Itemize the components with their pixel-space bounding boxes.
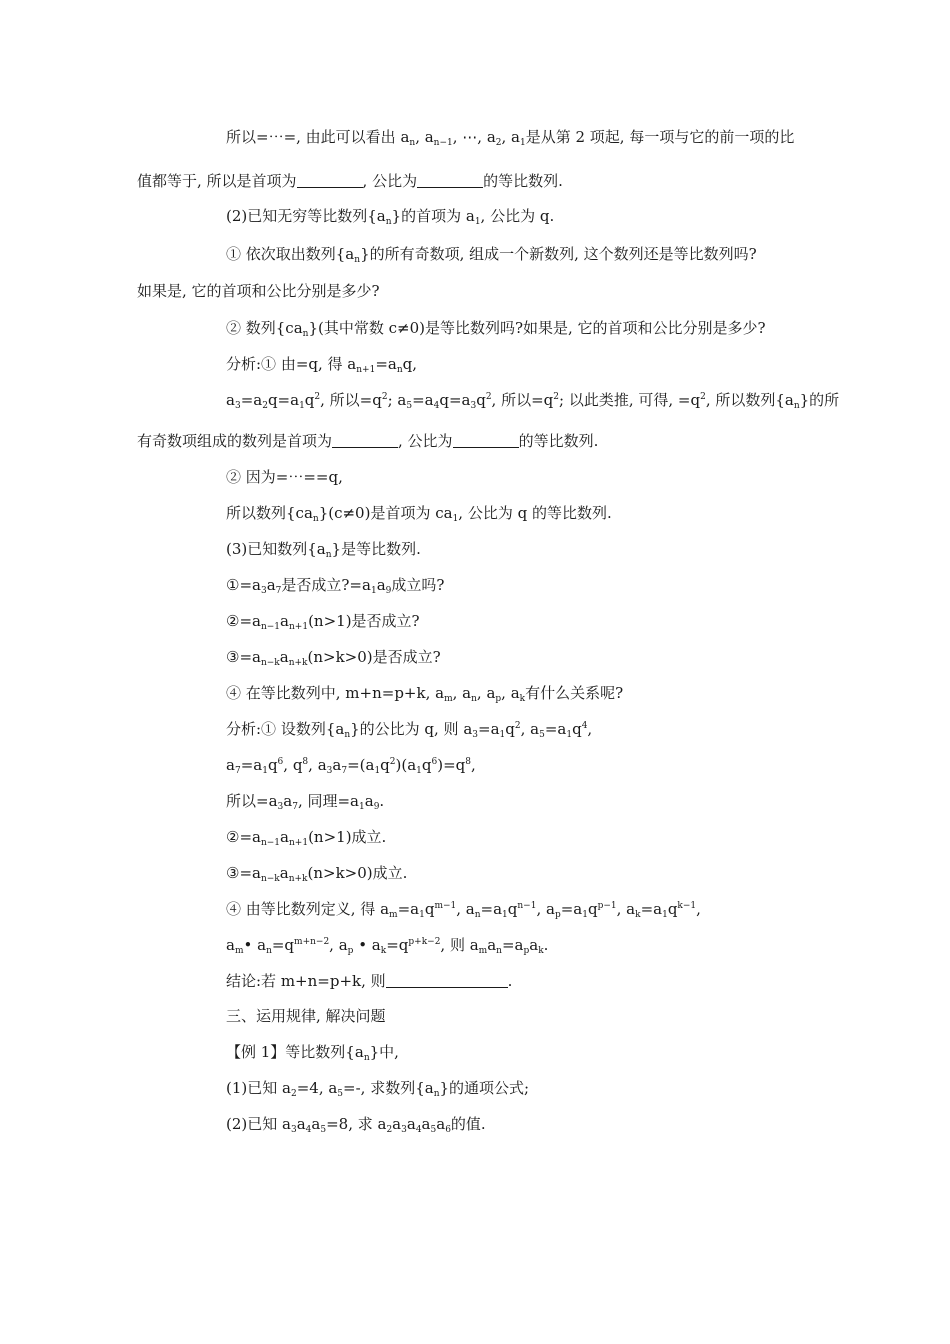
answer-blank[interactable] bbox=[332, 433, 398, 448]
text-line: $③=a_{n-k}a_{n+k}(n>k>0)$是否成立? bbox=[226, 648, 441, 668]
text-line: ② 数列$\{ca_n\}$(其中常数 c≠0)是等比数列吗?如果是, 它的首项和公比分别是多少? bbox=[226, 319, 766, 339]
answer-blank[interactable] bbox=[453, 433, 519, 448]
text-line: $②=a_{n-1}a_{n+1}(n>1)$成立. bbox=[226, 828, 387, 848]
section-heading: 三、运用规律, 解决问题 bbox=[226, 1007, 386, 1025]
text-line: 值都等于, 所以是首项为 , 公比为 的等比数列. bbox=[137, 172, 563, 190]
text-line: (1)已知 $a_2=4$, $a_5=-$, 求数列$\{a_n\}$的通项公式; bbox=[226, 1079, 530, 1099]
text-line: $①=a_3a_7$是否成立$?=a_1a_9$成立吗? bbox=[226, 576, 445, 596]
text-line: ④ 由等比数列定义, 得 $a_m=a_1q^{m-1}$, $a_n=a_1q^{n-1}$, $a_p=a_1q^{p-1}$, $a_k=a_1q^{k-1}$, bbox=[226, 900, 701, 920]
answer-blank[interactable] bbox=[297, 173, 363, 188]
text-line: (2)已知 $a_3a_4a_5=8$, 求 $a_2a_3a_4a_5a_6$的值. bbox=[226, 1115, 486, 1135]
text-line: 有奇数项组成的数列是首项为 , 公比为 的等比数列. bbox=[137, 432, 599, 450]
text-line: $③=a_{n-k}a_{n+k}(n>k>0)$成立. bbox=[226, 864, 408, 884]
answer-blank[interactable] bbox=[386, 973, 508, 988]
text-line: 分析:① 由=q, 得 $a_{n+1}=a_nq$, bbox=[226, 355, 418, 375]
text-line: ② 因为=⋯==q, bbox=[226, 468, 343, 486]
text-line: $a_3=a_2q=a_1q^2$, 所以$=q^2$; $a_5=a_4q=a_3q^2$, 所以$=q^2$; 以此类推, 可得, $=q^2$, 所以数列$\{a_n\}$的所 bbox=[226, 391, 840, 411]
text-line: 如果是, 它的首项和公比分别是多少? bbox=[137, 282, 380, 300]
answer-blank[interactable] bbox=[417, 173, 483, 188]
text-line: 所以=⋯=, 由此可以看出 $a_n$, $a_{n-1}$, ⋯, $a_2$, $a_1$是从第 2 项起, 每一项与它的前一项的比 bbox=[226, 128, 795, 148]
text-line: (2)已知无穷等比数列$\{a_n\}$的首项为 $a_1$, 公比为 q. bbox=[226, 207, 555, 227]
text-line: (3)已知数列$\{a_n\}$是等比数列. bbox=[226, 540, 421, 560]
text-line: 分析:① 设数列$\{a_n\}$的公比为 q, 则 $a_3=a_1q^2$, $a_5=a_1q^4$, bbox=[226, 720, 593, 740]
text-line: 所以$=a_3a_7$, 同理$=a_1a_9$. bbox=[226, 792, 385, 812]
text-line: ① 依次取出数列$\{a_n\}$的所有奇数项, 组成一个新数列, 这个数列还是等比数列吗? bbox=[226, 245, 757, 265]
text-line: ④ 在等比数列中, m+n=p+k, $a_m$, $a_n$, $a_p$, $a_k$有什么关系呢? bbox=[226, 684, 624, 704]
text-line: $a_m•$ $a_n=q^{m+n-2}$, $a_p$ • $a_k=q^{p+k-2}$, 则 $a_ma_n=a_pa_k$. bbox=[226, 936, 549, 956]
text-line: 所以数列$\{ca_n\}(c\ne 0)$是首项为 $ca_1$, 公比为 q 的等比数列. bbox=[226, 504, 612, 524]
text-line: $②=a_{n-1}a_{n+1}(n>1)$是否成立? bbox=[226, 612, 420, 632]
text-line: 结论:若 m+n=p+k, 则 . bbox=[226, 972, 513, 990]
example-heading: 【例 1】等比数列$\{a_n\}$中, bbox=[226, 1043, 399, 1063]
text-line: $a_7=a_1q^6$, $q^8$, $a_3a_7=(a_1q^2)(a_1q^6)=q^8$, bbox=[226, 756, 476, 776]
